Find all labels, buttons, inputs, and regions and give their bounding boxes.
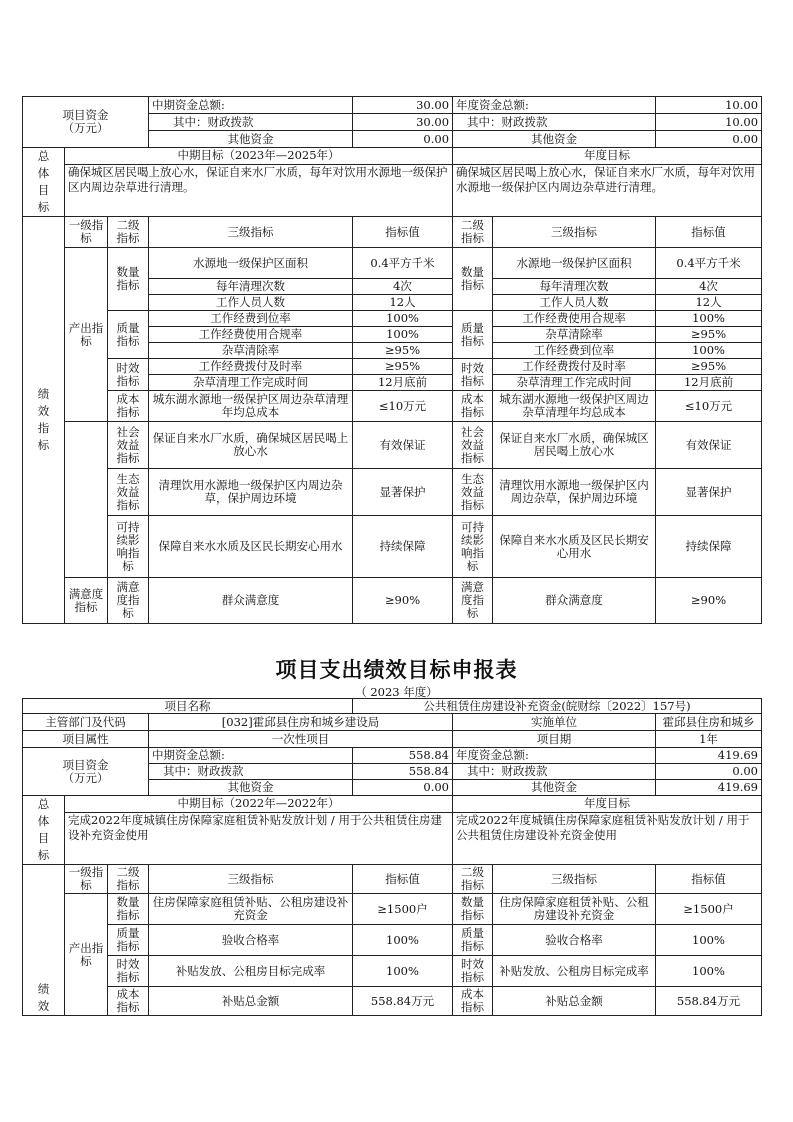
year-fiscal-label-2: 其中：财政拨款	[453, 764, 656, 780]
value-cell-right: 558.84万元	[656, 987, 762, 1016]
value-cell: 100%	[353, 925, 453, 956]
funds-label-line1: 项目资金	[62, 108, 109, 122]
year-goal-header-2: 年度目标	[453, 796, 762, 813]
value-cell-right: 100%	[656, 311, 762, 327]
l2-cell: 时效指标	[108, 956, 149, 987]
l3-cell: 工作经费拨付及时率	[149, 359, 353, 375]
h-level2-2-right: 二级指标	[453, 865, 493, 894]
value-cell-right: 0.4平方千米	[656, 248, 762, 279]
value-cell: 100%	[353, 327, 453, 343]
h-level3-2-right: 三级指标	[493, 865, 656, 894]
l3-cell-right: 水源地一级保护区面积	[493, 248, 656, 279]
value-cell-right: 有效保证	[656, 422, 762, 469]
value-cell-right: 显著保护	[656, 469, 762, 516]
l3-cell-right: 住房保障家庭租赁补贴、公租房建设补充资金	[493, 894, 656, 925]
l2-cell-right: 数量指标	[453, 248, 493, 311]
h-level1: 一级指标	[65, 217, 108, 248]
mid-fiscal-label: 其中：财政拨款	[149, 114, 353, 131]
l2-cell: 成本指标	[108, 987, 149, 1016]
perf-label-2	[23, 865, 65, 1016]
h-level3-right: 三级指标	[493, 217, 656, 248]
value-cell: 显著保护	[353, 469, 453, 516]
l2-cell-right: 时效指标	[453, 956, 493, 987]
form-year: （ 2023 年度）	[355, 685, 438, 699]
value-cell-right: ≥95%	[656, 359, 762, 375]
mid-other-value-2: 0.00	[353, 780, 453, 796]
year-other-label-2: 其他资金	[453, 780, 656, 796]
year-goal-text-2: 完成2022年度城镇住房保障家庭租赁补贴发放计划 / 用于公共租赁住房建设补充资金使用	[453, 812, 762, 864]
perf-label-2-text: 绩效	[37, 982, 50, 1013]
output-indicator: 产出指标	[65, 248, 108, 422]
table-row	[23, 391, 762, 422]
l3-cell: 保障自来水水质及区民长期安心用水	[149, 516, 353, 578]
year-total-label-2: 年度资金总额:	[453, 748, 656, 764]
table-row	[23, 248, 762, 279]
l2-cell: 可持续影响指标	[108, 516, 149, 578]
l2-cell: 成本指标	[108, 391, 149, 422]
value-cell-right: 100%	[656, 956, 762, 987]
l3-cell-right: 补贴发放、公租房目标完成率	[493, 956, 656, 987]
mid-total-label: 中期资金总额:	[149, 97, 353, 114]
impl-label: 实施单位	[453, 714, 656, 731]
l2-cell-right: 质量指标	[453, 311, 493, 359]
l3-cell: 每年清理次数	[149, 279, 353, 295]
mid-fiscal-label-2: 其中：财政拨款	[149, 764, 353, 780]
form-title: 项目支出绩效目标申报表	[275, 658, 518, 682]
table-row	[23, 956, 762, 987]
mid-other-label: 其他资金	[149, 131, 353, 148]
mid-total-value: 30.00	[353, 97, 453, 114]
funds-label-2	[23, 748, 149, 796]
output-indicator-2: 产出指标	[65, 894, 108, 1016]
value-cell: 12月底前	[353, 375, 453, 391]
year-fiscal-value: 10.00	[656, 114, 762, 131]
year-fiscal-label: 其中：财政拨款	[453, 114, 656, 131]
year-other-value: 0.00	[656, 131, 762, 148]
value-cell-right: 4次	[656, 279, 762, 295]
l3-cell: 保证自来水厂水质，确保城区居民喝上放心水	[149, 422, 353, 469]
l2-cell-right: 成本指标	[453, 391, 493, 422]
l2-cell: 社会效益指标	[108, 422, 149, 469]
l2-cell-right: 数量指标	[453, 894, 493, 925]
l3-cell: 群众满意度	[149, 578, 353, 624]
mid-fiscal-value: 30.00	[353, 114, 453, 131]
value-cell: 4次	[353, 279, 453, 295]
table-row	[23, 516, 762, 578]
l3-cell-right: 清理饮用水源地一级保护区内周边杂草，保护周边环境	[493, 469, 656, 516]
l3-cell-right: 城东湖水源地一级保护区周边杂草清理年均总成本	[493, 391, 656, 422]
funds-label	[23, 97, 149, 148]
value-cell: 100%	[353, 311, 453, 327]
l3-cell-right: 工作人员人数	[493, 295, 656, 311]
l3-cell-right: 工作经费使用合规率	[493, 311, 656, 327]
l3-cell: 水源地一级保护区面积	[149, 248, 353, 279]
l3-cell-right: 保障自来水水质及区民长期安心用水	[493, 516, 656, 578]
mid-goal-header: 中期目标（2023年—2025年）	[65, 148, 453, 165]
l3-cell: 验收合格率	[149, 925, 353, 956]
table-row	[23, 359, 762, 375]
h-level2-2: 二级指标	[108, 865, 149, 894]
value-cell-right: 持续保障	[656, 516, 762, 578]
l2-cell-right: 社会效益指标	[453, 422, 493, 469]
mid-goal-header-2: 中期目标（2022年—2022年）	[65, 796, 453, 813]
value-cell: ≥1500户	[353, 894, 453, 925]
year-total-value: 10.00	[656, 97, 762, 114]
overall-goal-label	[23, 148, 65, 217]
year-other-value-2: 419.69	[656, 780, 762, 796]
h-level3: 三级指标	[149, 217, 353, 248]
l3-cell: 住房保障家庭租赁补贴、公租房建设补充资金	[149, 894, 353, 925]
value-cell: 12人	[353, 295, 453, 311]
attr-value: 一次性项目	[149, 731, 453, 748]
l2-cell: 满意度指标	[108, 578, 149, 624]
satisfaction-l1: 满意度指标	[65, 578, 108, 624]
dept-label: 主管部门及代码	[23, 714, 149, 731]
l2-cell: 生态效益指标	[108, 469, 149, 516]
h-level2-right: 二级指标	[453, 217, 493, 248]
l2-cell: 质量指标	[108, 925, 149, 956]
value-cell-right: ≥90%	[656, 578, 762, 624]
h-level1-2: 一级指标	[65, 865, 108, 894]
year-goal-header: 年度目标	[453, 148, 762, 165]
l2-cell: 质量指标	[108, 311, 149, 359]
l3-cell-right: 杂草清理工作完成时间	[493, 375, 656, 391]
dept-value: [032]霍邱县住房和城乡建设局	[149, 714, 453, 731]
value-cell: ≥95%	[353, 359, 453, 375]
table-row	[23, 422, 762, 469]
value-cell-right: 12人	[656, 295, 762, 311]
l2-cell: 时效指标	[108, 359, 149, 391]
overall-goal-label-text: 总体目标	[37, 149, 50, 214]
table-row	[23, 578, 762, 624]
project-name: 公共租赁住房建设补充资金(皖财综〔2022〕157号)	[353, 699, 762, 714]
table-row	[23, 469, 762, 516]
l2-cell-right: 可持续影响指标	[453, 516, 493, 578]
l3-cell-right: 工作经费拨付及时率	[493, 359, 656, 375]
funds-label-2-line2: （万元）	[62, 770, 109, 785]
value-cell: 100%	[353, 956, 453, 987]
l2-cell-right: 生态效益指标	[453, 469, 493, 516]
l3-cell: 工作经费到位率	[149, 311, 353, 327]
h-level2: 二级指标	[108, 217, 149, 248]
perf-label	[23, 217, 65, 624]
mid-goal-text: 确保城区居民喝上放心水，保证自来水厂水质，每年对饮用水源地一级保护区内周边杂草进行清理。	[65, 164, 453, 216]
l2-cell-right: 时效指标	[453, 359, 493, 391]
performance-table-1	[22, 96, 762, 624]
year-fiscal-value-2: 0.00	[656, 764, 762, 780]
attr-label: 项目属性	[23, 731, 149, 748]
l2-cell-right: 质量指标	[453, 925, 493, 956]
project-name-label: 项目名称	[23, 699, 353, 714]
l2-cell: 数量指标	[108, 894, 149, 925]
h-value-2-right: 指标值	[656, 865, 762, 894]
value-cell-right: ≥95%	[656, 327, 762, 343]
year-total-label: 年度资金总额:	[453, 97, 656, 114]
table-row	[23, 987, 762, 1016]
effect-indicator-blank	[65, 422, 108, 578]
l3-cell: 城东湖水源地一级保护区周边杂草清理年均总成本	[149, 391, 353, 422]
value-cell: ≤10万元	[353, 391, 453, 422]
table-row	[23, 311, 762, 327]
year-goal-text: 确保城区居民喝上放心水，保证自来水厂水质，每年对饮用水源地一级保护区内周边杂草进行清理。	[453, 164, 762, 216]
value-cell-right: 12月底前	[656, 375, 762, 391]
value-cell: 持续保障	[353, 516, 453, 578]
table-row	[23, 925, 762, 956]
value-cell: 0.4平方千米	[353, 248, 453, 279]
year-total-value-2: 419.69	[656, 748, 762, 764]
l3-cell: 补贴总金额	[149, 987, 353, 1016]
value-cell: 558.84万元	[353, 987, 453, 1016]
l3-cell: 清理饮用水源地一级保护区内周边杂草，保护周边环境	[149, 469, 353, 516]
value-cell: ≥95%	[353, 343, 453, 359]
mid-other-value: 0.00	[353, 131, 453, 148]
year-other-label: 其他资金	[453, 131, 656, 148]
value-cell: 有效保证	[353, 422, 453, 469]
value-cell-right: ≤10万元	[656, 391, 762, 422]
l3-cell-right: 工作经费到位率	[493, 343, 656, 359]
mid-other-label-2: 其他资金	[149, 780, 353, 796]
table-row	[23, 894, 762, 925]
performance-table-2	[22, 698, 762, 1016]
h-value-2: 指标值	[353, 865, 453, 894]
value-cell-right: 100%	[656, 925, 762, 956]
l3-cell: 杂草清除率	[149, 343, 353, 359]
h-value: 指标值	[353, 217, 453, 248]
mid-fiscal-value-2: 558.84	[353, 764, 453, 780]
overall-goal-label-2	[23, 796, 65, 865]
l3-cell-right: 保证自来水厂水质，确保城区居民喝上放心水	[493, 422, 656, 469]
value-cell-right: 100%	[656, 343, 762, 359]
l3-cell: 工作人员人数	[149, 295, 353, 311]
value-cell: ≥90%	[353, 578, 453, 624]
period-value: 1年	[656, 731, 762, 748]
funds-label-2-line1: 项目资金	[62, 757, 109, 772]
mid-goal-text-2: 完成2022年度城镇住房保障家庭租赁补贴发放计划 / 用于公共租赁住房建设补充资金使用	[65, 812, 453, 864]
l2-cell-right: 满意度指标	[453, 578, 493, 624]
l3-cell: 杂草清理工作完成时间	[149, 375, 353, 391]
mid-total-label-2: 中期资金总额:	[149, 748, 353, 764]
impl-value: 霍邱县住房和城乡	[656, 714, 762, 731]
overall-goal-label-2-text: 总体目标	[37, 797, 50, 862]
l3-cell-right: 杂草清除率	[493, 327, 656, 343]
l2-cell: 数量指标	[108, 248, 149, 311]
h-level3-2: 三级指标	[149, 865, 353, 894]
h-value-right: 指标值	[656, 217, 762, 248]
perf-label-text: 绩效指标	[37, 387, 50, 452]
period-label: 项目期	[453, 731, 656, 748]
l3-cell-right: 验收合格率	[493, 925, 656, 956]
mid-total-value-2: 558.84	[353, 748, 453, 764]
value-cell-right: ≥1500户	[656, 894, 762, 925]
l2-cell-right: 成本指标	[453, 987, 493, 1016]
l3-cell-right: 群众满意度	[493, 578, 656, 624]
l3-cell: 工作经费使用合规率	[149, 327, 353, 343]
l3-cell-right: 补贴总金额	[493, 987, 656, 1016]
funds-label-line2: （万元）	[62, 121, 109, 135]
l3-cell-right: 每年清理次数	[493, 279, 656, 295]
l3-cell: 补贴发放、公租房目标完成率	[149, 956, 353, 987]
